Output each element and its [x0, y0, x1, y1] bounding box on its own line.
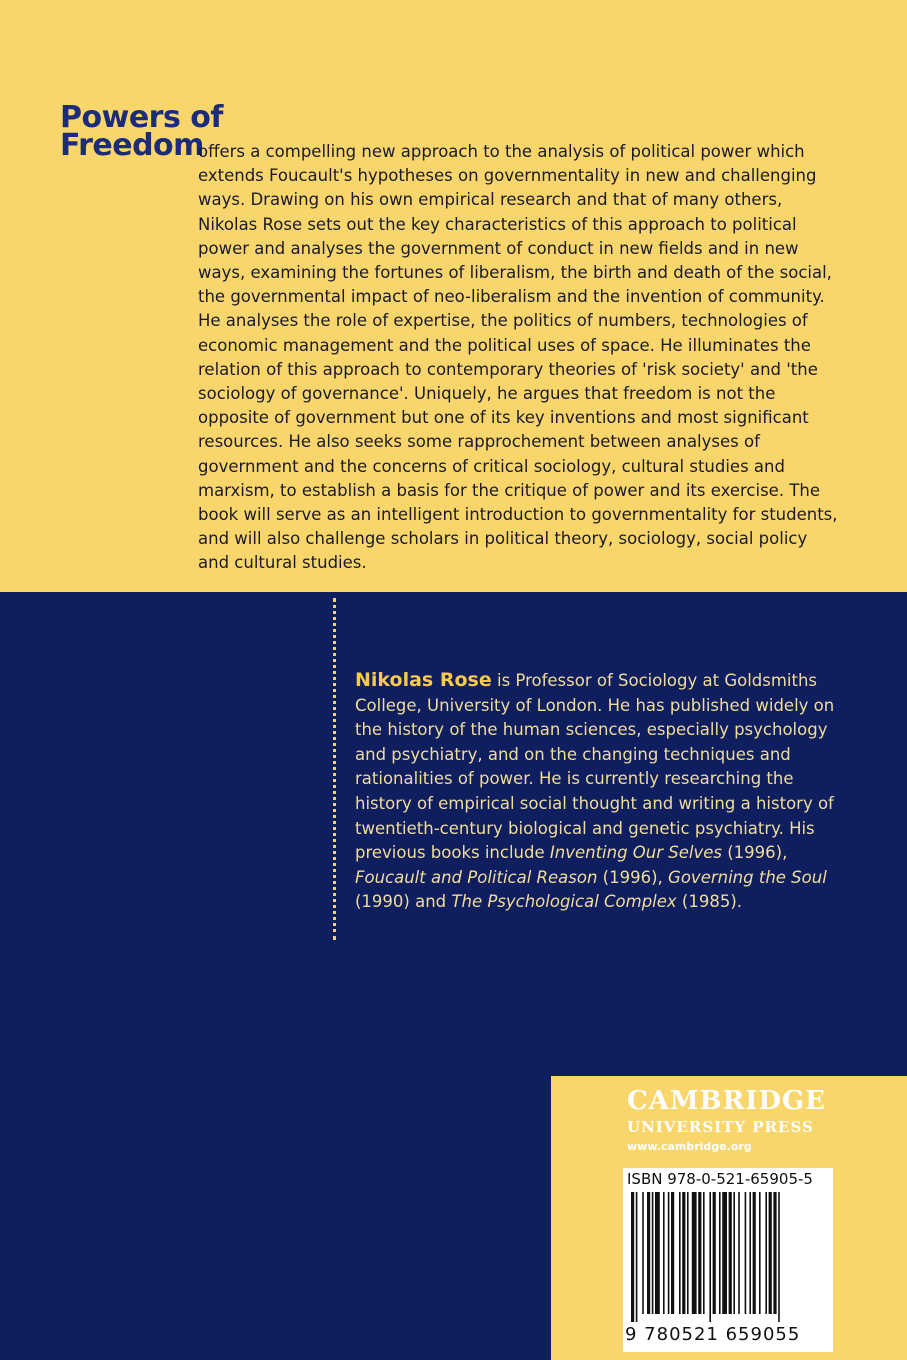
barcode-bar	[773, 1192, 776, 1314]
publisher-panel	[551, 1076, 907, 1360]
book-title-line-1: Powers of	[60, 100, 223, 135]
dotted-divider	[333, 598, 336, 940]
bio-book-2: Foucault and Political Reason	[355, 867, 598, 887]
barcode-bar	[655, 1192, 660, 1314]
author-bio	[355, 668, 835, 915]
bio-book-4: The Psychological Complex	[451, 892, 677, 912]
bio-text-4: (1990) and	[355, 892, 452, 912]
barcode-bar	[698, 1192, 701, 1314]
barcode-bar	[671, 1192, 674, 1314]
barcode-bar	[709, 1192, 711, 1322]
book-title-line-2: Freedom	[60, 128, 204, 163]
bio-text-5: (1985).	[676, 892, 743, 912]
barcode-bar	[663, 1192, 665, 1314]
publisher-url: www.cambridge.org	[627, 1140, 752, 1153]
barcode-bar	[749, 1192, 751, 1314]
bio-text-2: (1996),	[722, 843, 788, 863]
barcode-bar	[753, 1192, 756, 1314]
publisher-logo: CAMBRIDGE	[627, 1086, 826, 1116]
barcode-bars	[631, 1192, 827, 1322]
isbn-label: ISBN 978-0-521-65905-5	[627, 1170, 813, 1188]
barcode-bar	[642, 1192, 644, 1314]
upper-yellow-panel	[0, 0, 907, 592]
barcode-bar	[722, 1192, 727, 1314]
barcode-bar	[687, 1192, 689, 1314]
barcode-bar	[765, 1192, 767, 1314]
book-description: offers a compelling new approach to the analysis of political power which extends Foucault's hypotheses on governmentality in new and challenging ways. Drawing on his own empirical research and that of many others, Nikolas Rose sets out the key characteristics of this approach to political power and analyses the government of conduct in new fields and in new ways, examining the fortunes of liberalism, the birth and death of the social, the governmental impact of neo-liberalism and the invention of community. He analyses the role of expertise, the politics of numbers, technologies of economic management and the political uses of space. He illuminates the relation of this approach to contemporary theories of 'risk society' and 'the sociology of governance'. Uniquely, he argues that freedom is not the opposite of government but one of its key inventions and most significant resources. He also seeks some rapprochement between analyses of government and the concerns of critical sociology, cultural studies and marxism, to establish a basis for the critique of power and its exercise. The book will serve as an intelligent introduction to governmentality for students, and will also challenge scholars in political theory, sociology, social policy and cultural studies.	[198, 142, 838, 573]
barcode-bar	[631, 1192, 634, 1322]
barcode-bar	[759, 1192, 761, 1314]
barcode-bar	[769, 1192, 772, 1314]
ean-number: 9 780521 659055	[625, 1324, 801, 1345]
barcode-bar	[713, 1192, 716, 1314]
barcode-bar	[636, 1192, 638, 1322]
bio-book-3: Governing the Soul	[668, 867, 827, 887]
bio-text-1: is Professor of Sociology at Goldsmiths College, University of London. He has published widely on the history of the human sciences, especially psychology and psychiatry, and on the changing techniques and rationalities of power. He is currently researching the history of empirical social thought and writing a history of twentieth-century biological and genetic psychiatry. His previous books include	[355, 671, 835, 863]
barcode-bar	[647, 1192, 650, 1314]
barcode-bar	[682, 1192, 685, 1314]
bio-text-3: (1996),	[597, 867, 669, 887]
barcode-bar	[729, 1192, 732, 1314]
barcode-bar	[668, 1192, 670, 1314]
author-name: Nikolas Rose	[355, 669, 492, 691]
barcode-bar	[745, 1192, 747, 1314]
barcode-bar	[719, 1192, 721, 1314]
barcode-bar	[733, 1192, 735, 1314]
barcode-bar	[703, 1192, 705, 1314]
barcode-bar	[692, 1192, 697, 1314]
barcode-bar	[679, 1192, 681, 1314]
barcode-bar	[652, 1192, 654, 1314]
publisher-subtitle: UNIVERSITY PRESS	[627, 1118, 814, 1136]
bio-book-1: Inventing Our Selves	[549, 843, 722, 863]
barcode	[623, 1168, 833, 1352]
barcode-bar	[738, 1192, 740, 1314]
barcode-bar	[778, 1192, 780, 1322]
